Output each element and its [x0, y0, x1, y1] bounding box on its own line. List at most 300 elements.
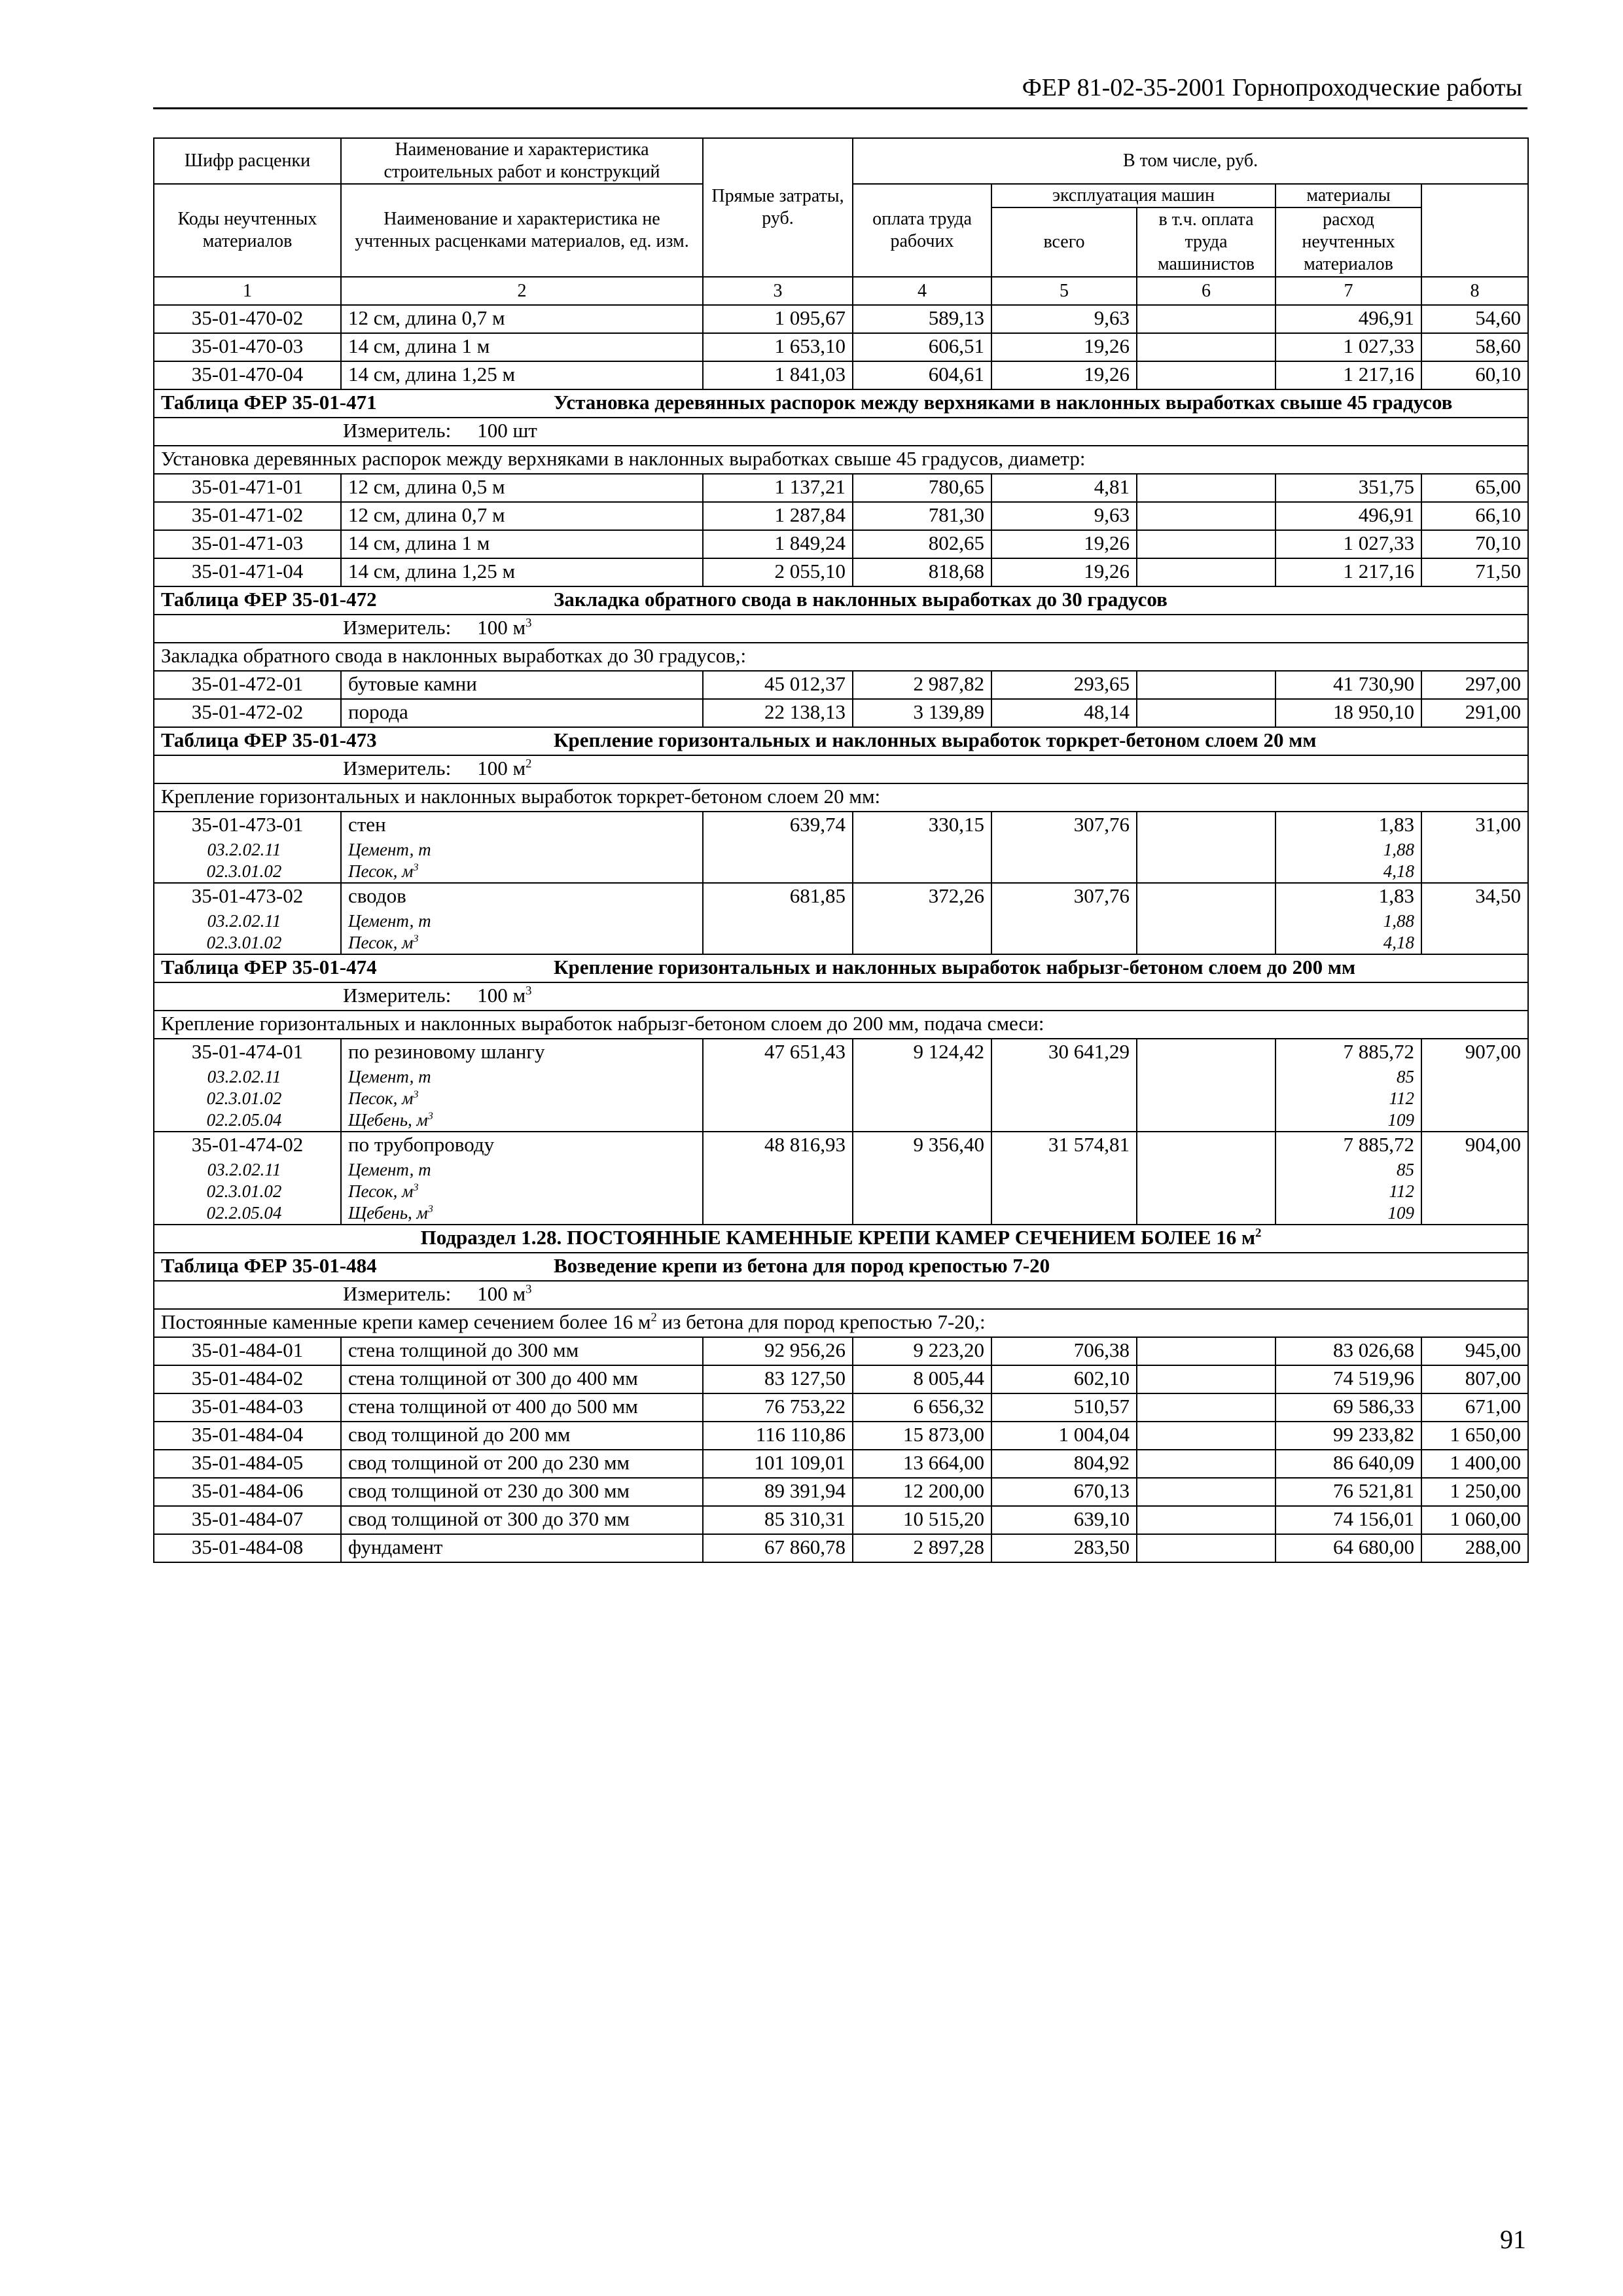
labor-cost: 65,00 [1421, 474, 1528, 502]
machinist-wages [1137, 699, 1275, 727]
empty-cell [853, 1181, 991, 1202]
rate-name: 12 см, длина 0,7 м [341, 502, 703, 530]
empty-cell [703, 910, 853, 932]
machines-cost: 19,26 [991, 333, 1137, 361]
empty-cell [991, 1202, 1137, 1225]
col-number: 1 [154, 277, 341, 305]
header-consumption: расход неучтенных материалов [1275, 207, 1421, 277]
labor-cost: 297,00 [1421, 671, 1528, 699]
material-name [341, 861, 703, 883]
machinist-wages [1137, 1337, 1275, 1365]
measure [154, 755, 1528, 783]
description-row [154, 1011, 1528, 1039]
labor-cost: 1 400,00 [1421, 1450, 1528, 1478]
material-name-text: Цемент, т [348, 911, 431, 931]
empty-cell [1421, 1109, 1528, 1132]
measure-value: 100 м [477, 616, 526, 639]
rate-code: 35-01-484-02 [154, 1365, 341, 1393]
direct-cost: 681,85 [703, 883, 853, 910]
empty-cell [1137, 932, 1275, 954]
rate-name: стена толщиной от 300 до 400 мм [341, 1365, 703, 1393]
table-title-row [154, 1253, 1528, 1281]
rate-row [154, 474, 1528, 502]
measure [154, 1281, 1528, 1309]
empty-cell [853, 1202, 991, 1225]
rate-name: свод толщиной до 200 мм [341, 1422, 703, 1450]
unit-power: 3 [427, 1110, 433, 1122]
empty-cell [1421, 1202, 1528, 1225]
materials-cost: 74 519,96 [1275, 1365, 1421, 1393]
rate-code: 35-01-472-02 [154, 699, 341, 727]
direct-cost: 67 860,78 [703, 1534, 853, 1562]
col-number: 6 [1137, 277, 1275, 305]
rate-code: 35-01-473-02 [154, 883, 341, 910]
col-number: 4 [853, 277, 991, 305]
table-caption: Установка деревянных распорок между верхняками в наклонных выработках свыше 45 градусов [554, 391, 1453, 414]
wages-cost: 10 515,20 [853, 1506, 991, 1534]
rate-name: сводов [341, 883, 703, 910]
header-codes: Коды неучтенных материалов [154, 184, 341, 277]
machines-cost: 307,76 [991, 883, 1137, 910]
empty-cell [853, 861, 991, 883]
direct-cost: 1 841,03 [703, 361, 853, 389]
measure-row [154, 418, 1528, 446]
direct-cost: 85 310,31 [703, 1506, 853, 1534]
empty-cell [991, 839, 1137, 861]
material-name-text: Песок, м [348, 1088, 414, 1108]
wages-cost: 13 664,00 [853, 1450, 991, 1478]
material-name-text: Песок, м [348, 861, 414, 881]
rate-row [154, 558, 1528, 586]
machines-cost: 706,38 [991, 1337, 1137, 1365]
table-caption: Закладка обратного свода в наклонных выработках до 30 градусов [554, 588, 1168, 611]
measure-value: 100 шт [477, 419, 537, 442]
header-machines: эксплуатация машин [991, 184, 1275, 207]
empty-cell [1421, 1088, 1528, 1109]
unit-power: 3 [413, 1088, 419, 1100]
rate-code: 35-01-471-03 [154, 530, 341, 558]
material-consumption: 109 [1275, 1202, 1421, 1225]
rate-code: 35-01-484-05 [154, 1450, 341, 1478]
wages-cost: 330,15 [853, 812, 991, 839]
rate-row [154, 502, 1528, 530]
empty-cell [1421, 1066, 1528, 1088]
machines-cost: 19,26 [991, 361, 1137, 389]
rate-row [154, 1337, 1528, 1365]
description-row [154, 1309, 1528, 1337]
table-description: Установка деревянных распорок между верхняками в наклонных выработках свыше 45 градусов, диаметр: [154, 446, 1528, 474]
rate-name: стена толщиной до 300 мм [341, 1337, 703, 1365]
machinist-wages [1137, 474, 1275, 502]
section-title [154, 1225, 1528, 1253]
col-number: 3 [703, 277, 853, 305]
direct-cost: 47 651,43 [703, 1039, 853, 1066]
header-incl: В том числе, руб. [853, 138, 1528, 184]
material-name [341, 1181, 703, 1202]
empty-cell [1137, 861, 1275, 883]
header-name: Наименование и характеристика строительных работ и конструкций [341, 138, 703, 184]
material-name-text: Щебень, м [348, 1203, 428, 1223]
measure-power: 3 [526, 984, 532, 998]
machinist-wages [1137, 1506, 1275, 1534]
empty-cell [853, 1088, 991, 1109]
machines-cost: 670,13 [991, 1478, 1137, 1506]
rate-name: 14 см, длина 1 м [341, 333, 703, 361]
material-row [154, 839, 1528, 861]
materials-cost: 1 027,33 [1275, 333, 1421, 361]
rate-row [154, 361, 1528, 389]
material-name [341, 1202, 703, 1225]
table-title [154, 389, 1528, 418]
direct-cost: 1 137,21 [703, 474, 853, 502]
empty-cell [1137, 1181, 1275, 1202]
material-name [341, 1066, 703, 1088]
material-consumption: 4,18 [1275, 861, 1421, 883]
machinist-wages [1137, 883, 1275, 910]
measure [154, 418, 1528, 446]
direct-cost: 1 849,24 [703, 530, 853, 558]
empty-cell [853, 1159, 991, 1181]
labor-cost: 904,00 [1421, 1132, 1528, 1159]
material-row [154, 1181, 1528, 1202]
materials-cost: 7 885,72 [1275, 1039, 1421, 1066]
material-name [341, 839, 703, 861]
rate-name: 14 см, длина 1,25 м [341, 361, 703, 389]
rate-row [154, 1506, 1528, 1534]
material-code: 02.3.01.02 [154, 1181, 341, 1202]
header-name-unaccounted: Наименование и характеристика не учтенных расценками материалов, ед. изм. [341, 184, 703, 277]
direct-cost: 101 109,01 [703, 1450, 853, 1478]
machinist-wages [1137, 502, 1275, 530]
materials-cost: 18 950,10 [1275, 699, 1421, 727]
measure-value: 100 м [477, 984, 526, 1007]
materials-cost: 496,91 [1275, 502, 1421, 530]
wages-cost: 2 987,82 [853, 671, 991, 699]
materials-cost: 69 586,33 [1275, 1393, 1421, 1422]
labor-cost: 288,00 [1421, 1534, 1528, 1562]
empty-cell [1137, 910, 1275, 932]
table-title [154, 954, 1528, 982]
material-consumption: 85 [1275, 1066, 1421, 1088]
machinist-wages [1137, 1393, 1275, 1422]
machinist-wages [1137, 1132, 1275, 1159]
table-caption: Крепление горизонтальных и наклонных выработок набрызг-бетоном слоем до 200 мм [554, 956, 1356, 978]
empty-cell [991, 1159, 1137, 1181]
direct-cost: 83 127,50 [703, 1365, 853, 1393]
empty-cell [991, 1066, 1137, 1088]
material-code: 03.2.02.11 [154, 910, 341, 932]
page-number: 91 [1500, 2225, 1526, 2254]
materials-cost: 1 027,33 [1275, 530, 1421, 558]
rate-row [154, 1365, 1528, 1393]
measure-row [154, 755, 1528, 783]
labor-cost: 34,50 [1421, 883, 1528, 910]
machines-cost: 804,92 [991, 1450, 1137, 1478]
empty-cell [1421, 932, 1528, 954]
description-text: Постоянные каменные крепи камер сечением более 16 м [161, 1310, 651, 1333]
table-title [154, 1253, 1528, 1281]
labor-cost: 1 250,00 [1421, 1478, 1528, 1506]
labor-cost: 58,60 [1421, 333, 1528, 361]
material-code: 02.3.01.02 [154, 932, 341, 954]
material-name-text: Цемент, т [348, 1160, 431, 1179]
empty-cell [703, 1202, 853, 1225]
rate-code: 35-01-484-03 [154, 1393, 341, 1422]
rate-code: 35-01-471-01 [154, 474, 341, 502]
labor-cost: 66,10 [1421, 502, 1528, 530]
empty-cell [991, 861, 1137, 883]
machines-cost: 1 004,04 [991, 1422, 1137, 1450]
material-code: 03.2.02.11 [154, 1159, 341, 1181]
material-name-text: Песок, м [348, 1181, 414, 1201]
machinist-wages [1137, 671, 1275, 699]
rate-name: по трубопроводу [341, 1132, 703, 1159]
description-text: из бетона для пород крепостью 7-20,: [656, 1310, 986, 1333]
materials-cost: 351,75 [1275, 474, 1421, 502]
machines-cost: 510,57 [991, 1393, 1137, 1422]
empty-cell [991, 932, 1137, 954]
labor-cost: 907,00 [1421, 1039, 1528, 1066]
empty-cell [853, 1109, 991, 1132]
empty-cell [991, 1088, 1137, 1109]
empty-cell [1421, 1159, 1528, 1181]
empty-cell [853, 932, 991, 954]
material-consumption: 85 [1275, 1159, 1421, 1181]
table-number: Таблица ФЕР 35-01-474 [161, 956, 377, 978]
material-name-text: Щебень, м [348, 1110, 428, 1130]
direct-cost: 1 653,10 [703, 333, 853, 361]
header-wages: оплата труда рабочих [853, 184, 991, 277]
measure-label: Измеритель: [343, 984, 452, 1007]
materials-cost: 86 640,09 [1275, 1450, 1421, 1478]
direct-cost: 48 816,93 [703, 1132, 853, 1159]
machinist-wages [1137, 1478, 1275, 1506]
rate-row [154, 1132, 1528, 1159]
machines-cost: 639,10 [991, 1506, 1137, 1534]
machines-cost: 4,81 [991, 474, 1137, 502]
machinist-wages [1137, 1039, 1275, 1066]
materials-cost: 1 217,16 [1275, 361, 1421, 389]
rate-row [154, 1450, 1528, 1478]
empty-cell [703, 932, 853, 954]
labor-cost: 1 650,00 [1421, 1422, 1528, 1450]
empty-cell [991, 910, 1137, 932]
empty-cell [1421, 1181, 1528, 1202]
machines-cost: 293,65 [991, 671, 1137, 699]
header-materials: материалы [1275, 184, 1421, 207]
wages-cost: 802,65 [853, 530, 991, 558]
empty-cell [703, 1088, 853, 1109]
wages-cost: 606,51 [853, 333, 991, 361]
labor-cost: 60,10 [1421, 361, 1528, 389]
wages-cost: 2 897,28 [853, 1534, 991, 1562]
section-row [154, 1225, 1528, 1253]
rate-name: 14 см, длина 1,25 м [341, 558, 703, 586]
rate-code: 35-01-471-02 [154, 502, 341, 530]
rate-row [154, 333, 1528, 361]
material-row [154, 1109, 1528, 1132]
wages-cost: 781,30 [853, 502, 991, 530]
machines-cost: 30 641,29 [991, 1039, 1137, 1066]
rate-code: 35-01-474-01 [154, 1039, 341, 1066]
col-number: 2 [341, 277, 703, 305]
machinist-wages [1137, 812, 1275, 839]
rate-name: порода [341, 699, 703, 727]
table-number: Таблица ФЕР 35-01-484 [161, 1254, 377, 1277]
material-name [341, 1109, 703, 1132]
machinist-wages [1137, 530, 1275, 558]
header-incl-wages: в т.ч. оплата труда машинистов [1137, 207, 1275, 277]
rate-code: 35-01-471-04 [154, 558, 341, 586]
table-description: Крепление горизонтальных и наклонных выработок набрызг-бетоном слоем до 200 мм, подача смеси: [154, 1011, 1528, 1039]
table-number: Таблица ФЕР 35-01-473 [161, 728, 377, 751]
materials-cost: 76 521,81 [1275, 1478, 1421, 1506]
material-code: 03.2.02.11 [154, 839, 341, 861]
measure-label: Измеритель: [343, 1282, 452, 1305]
unit-power: 3 [413, 1181, 419, 1193]
wages-cost: 9 124,42 [853, 1039, 991, 1066]
measure-row [154, 1281, 1528, 1309]
wages-cost: 6 656,32 [853, 1393, 991, 1422]
machines-cost: 31 574,81 [991, 1132, 1137, 1159]
section-power: 2 [1255, 1226, 1262, 1240]
table-description [154, 1309, 1528, 1337]
rate-code: 35-01-472-01 [154, 671, 341, 699]
machines-cost: 48,14 [991, 699, 1137, 727]
table-title-row [154, 586, 1528, 615]
empty-cell [853, 1066, 991, 1088]
table-title-row [154, 954, 1528, 982]
wages-cost: 9 356,40 [853, 1132, 991, 1159]
labor-cost: 31,00 [1421, 812, 1528, 839]
rate-row [154, 671, 1528, 699]
empty-cell [703, 1181, 853, 1202]
page-header [153, 73, 1527, 109]
table-caption: Возведение крепи из бетона для пород крепостью 7-20 [554, 1254, 1050, 1277]
wages-cost: 780,65 [853, 474, 991, 502]
measure-value: 100 м [477, 757, 526, 780]
rate-code: 35-01-470-03 [154, 333, 341, 361]
rate-name: 12 см, длина 0,5 м [341, 474, 703, 502]
empty-cell [991, 1109, 1137, 1132]
labor-cost: 945,00 [1421, 1337, 1528, 1365]
material-name-text: Цемент, т [348, 840, 431, 859]
direct-cost: 45 012,37 [703, 671, 853, 699]
header-direct: Прямые затраты, руб. [703, 138, 853, 277]
wages-cost: 8 005,44 [853, 1365, 991, 1393]
rate-code: 35-01-484-04 [154, 1422, 341, 1450]
material-row [154, 1202, 1528, 1225]
rate-name: свод толщиной от 200 до 230 мм [341, 1450, 703, 1478]
table-title-row [154, 727, 1528, 755]
rate-row [154, 1039, 1528, 1066]
rate-code: 35-01-474-02 [154, 1132, 341, 1159]
materials-cost: 1 217,16 [1275, 558, 1421, 586]
table-number: Таблица ФЕР 35-01-471 [161, 391, 377, 414]
col-number: 8 [1421, 277, 1528, 305]
material-consumption: 1,88 [1275, 839, 1421, 861]
material-code: 02.3.01.02 [154, 861, 341, 883]
empty-cell [1137, 1088, 1275, 1109]
material-row [154, 1159, 1528, 1181]
rate-row [154, 1393, 1528, 1422]
rate-row [154, 812, 1528, 839]
material-code: 02.2.05.04 [154, 1202, 341, 1225]
machines-cost: 602,10 [991, 1365, 1137, 1393]
material-name [341, 910, 703, 932]
rate-name: по резиновому шлангу [341, 1039, 703, 1066]
material-name-text: Цемент, т [348, 1067, 431, 1086]
labor-cost: 291,00 [1421, 699, 1528, 727]
col-number: 5 [991, 277, 1137, 305]
labor-cost: 671,00 [1421, 1393, 1528, 1422]
empty-cell [853, 910, 991, 932]
rate-code: 35-01-470-02 [154, 305, 341, 333]
table-description: Крепление горизонтальных и наклонных выработок торкрет-бетоном слоем 20 мм: [154, 783, 1528, 812]
rate-code: 35-01-470-04 [154, 361, 341, 389]
wages-cost: 9 223,20 [853, 1337, 991, 1365]
wages-cost: 12 200,00 [853, 1478, 991, 1506]
empty-cell [1137, 1159, 1275, 1181]
machines-cost: 9,63 [991, 305, 1137, 333]
measure [154, 615, 1528, 643]
machinist-wages [1137, 1450, 1275, 1478]
header-total: всего [991, 207, 1137, 277]
machinist-wages [1137, 1365, 1275, 1393]
material-name [341, 1088, 703, 1109]
rate-name: стена толщиной от 400 до 500 мм [341, 1393, 703, 1422]
document-title: ФЕР 81-02-35-2001 Горнопроходческие работы [1022, 74, 1522, 101]
material-row [154, 932, 1528, 954]
col-number: 7 [1275, 277, 1421, 305]
rate-name: фундамент [341, 1534, 703, 1562]
section-text: Подраздел 1.28. ПОСТОЯННЫЕ КАМЕННЫЕ КРЕПИ КАМЕР СЕЧЕНИЕМ БОЛЕЕ 16 м [420, 1226, 1256, 1249]
direct-cost: 2 055,10 [703, 558, 853, 586]
material-consumption: 4,18 [1275, 932, 1421, 954]
direct-cost: 1 095,67 [703, 305, 853, 333]
machinist-wages [1137, 1422, 1275, 1450]
description-power: 2 [651, 1310, 657, 1325]
material-name-text: Песок, м [348, 933, 414, 952]
wages-cost: 604,61 [853, 361, 991, 389]
rate-row [154, 883, 1528, 910]
measure-row [154, 982, 1528, 1011]
direct-cost: 116 110,86 [703, 1422, 853, 1450]
table-title-row [154, 389, 1528, 418]
labor-cost: 71,50 [1421, 558, 1528, 586]
rate-name: свод толщиной от 300 до 370 мм [341, 1506, 703, 1534]
material-row [154, 1066, 1528, 1088]
material-name [341, 1159, 703, 1181]
material-name [341, 932, 703, 954]
empty-cell [1137, 1202, 1275, 1225]
materials-cost: 1,83 [1275, 883, 1421, 910]
material-row [154, 910, 1528, 932]
rate-code: 35-01-484-07 [154, 1506, 341, 1534]
rates-table [153, 137, 1529, 1563]
table-body [154, 305, 1528, 1562]
rate-name: свод толщиной от 230 до 300 мм [341, 1478, 703, 1506]
description-row [154, 446, 1528, 474]
material-consumption: 112 [1275, 1181, 1421, 1202]
rate-code: 35-01-484-06 [154, 1478, 341, 1506]
measure-label: Измеритель: [343, 419, 452, 442]
empty-cell [1421, 839, 1528, 861]
measure-power: 2 [526, 757, 532, 771]
table-description: Закладка обратного свода в наклонных выработках до 30 градусов,: [154, 643, 1528, 671]
measure-value: 100 м [477, 1282, 526, 1305]
material-code: 02.2.05.04 [154, 1109, 341, 1132]
